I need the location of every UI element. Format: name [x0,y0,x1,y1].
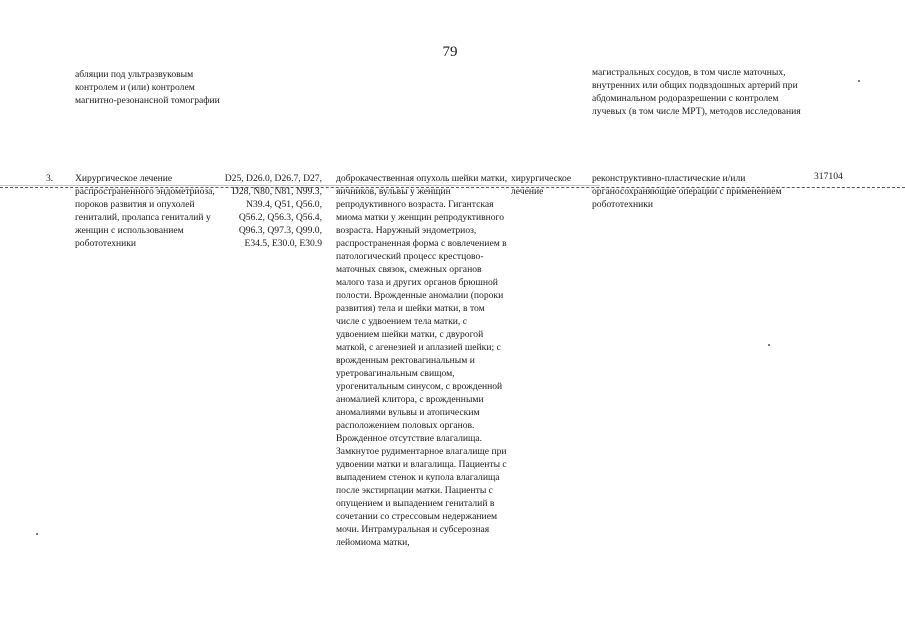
prev-row-model-tail: магистральных сосудов, в том числе маточных, внутренних или общих подвздошных артерий при абдоминальном родоразрешении с контролем лучевых (в том числе МРТ), методов исследования [592,67,801,117]
row-name: Хирургическое лечение распространенного эндометриоза, пороков развития и опухолей гениталий, пролапса гениталий у женщин с использованием робототехники [75,173,215,249]
scan-speck [768,344,770,346]
row-price: 317104 [814,171,843,182]
row-number: 3. [46,173,54,184]
page-number: 79 [442,44,458,60]
row-icd-codes: D25, D26.0, D26.7, D27, D28, N80, N81, N99.3, N39.4, Q51, Q56.0, Q56.2, Q56.3, Q56.4, Q96.3, Q97.3, Q99.0, E34.5, E30.0, E30.9 [224,173,322,249]
row-patient-model: доброкачественная опухоль шейки матки, яичников, вульвы у женщин репродуктивного возраста. Гигантская миома матки у женщин репродуктивного возраста. Наружный эндометриоз, распространенная форма с вовлечением в патологический процесс крестцово-маточных связок, смежных органов малого таза и других органов брюшной полости. Врожденные аномалии (пороки развития) тела и шейки матки, в том числе с удвоением тела матки, с удвоением шейки матки, с двурогой маткой, с агенезией и аплазией шейки; с врожденным ректовагинальным и уретровагинальным свищом, урогенитальным синусом, с врожденной аномалией клитора, с врожденными аномалиями вульвы и атопическим расположением половых органов. Врожденное отсутствие влагалища. Замкнутое рудиментарное влагалище при удвоении матки и влагалища. Пациенты с выпадением стенок и купола влагалища после экстирпации матки. Пациенты с опущением и выпадением гениталий в сочетании со стрессовым недержанием мочи. Интрамуральная и субсерозная лейомиома матки, [336,173,508,548]
row-treatment-type: хирургическое лечение [511,173,572,197]
scan-speck [36,533,38,535]
row-treatment-method: реконструктивно-пластические и/или органосохраняющие операции с применением робототехники [592,173,782,210]
prev-row-method-tail: абляции под ультразвуковым контролем и (или) контролем магнитно-резонансной томографии [75,69,220,106]
scan-speck [858,80,860,82]
